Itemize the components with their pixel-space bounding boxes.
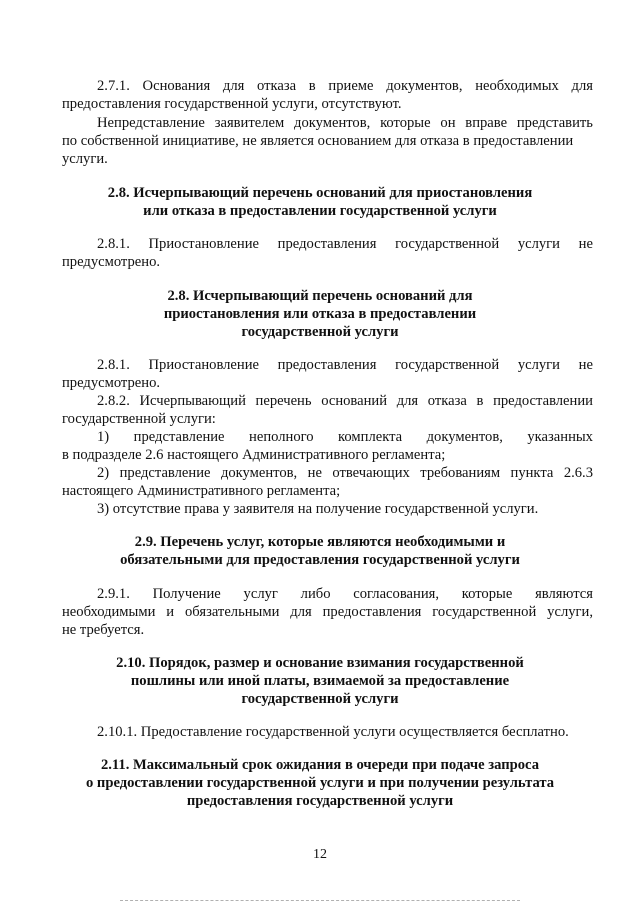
word: Приостановление bbox=[148, 357, 259, 373]
list-item-3: 3) отсутствие права у заявителя на получение государственной услуги. bbox=[97, 501, 539, 517]
heading-28b-line-2: приостановления или отказа в предоставлении bbox=[163, 306, 477, 322]
heading-28b-line-1: 2.8. Исчерпывающий перечень оснований для bbox=[167, 288, 473, 304]
word: для bbox=[571, 78, 593, 94]
word: и bbox=[166, 604, 175, 620]
word: Основания bbox=[142, 78, 211, 94]
heading-28a-line-2: или отказа в предоставлении государственной услуги bbox=[143, 203, 497, 219]
para-271b-line-3: услуги. bbox=[62, 151, 108, 167]
word: в bbox=[308, 78, 316, 94]
scan-edge-divider bbox=[120, 900, 520, 902]
word: Исчерпывающий bbox=[139, 393, 246, 409]
heading-210-line-2: пошлины или иной платы, взимаемой за предоставление bbox=[130, 673, 510, 689]
para-271-line-2: предоставления государственной услуги, отсутствуют. bbox=[62, 96, 402, 112]
para-281b-line-1 bbox=[97, 356, 593, 374]
word: являются bbox=[535, 586, 593, 602]
word: государственной bbox=[395, 357, 500, 373]
word: представление bbox=[133, 429, 225, 445]
word: услуги bbox=[517, 236, 560, 252]
list-item-2-line-2: настоящего Административного регламента; bbox=[62, 483, 341, 499]
para-271b-line-2: по собственной инициативе, не является основанием для отказа в предоставлении bbox=[62, 133, 574, 149]
word: 2.8.1. bbox=[97, 357, 130, 373]
heading-29-line-1: 2.9. Перечень услуг, которые являются необходимыми и bbox=[134, 534, 506, 550]
word: необходимых bbox=[475, 78, 559, 94]
word: он bbox=[440, 115, 456, 131]
word: оснований bbox=[321, 393, 388, 409]
word: 2) bbox=[97, 465, 110, 481]
word: представить bbox=[516, 115, 593, 131]
heading-210-line-3: государственной услуги bbox=[241, 691, 399, 707]
word: заявителем bbox=[214, 115, 285, 131]
word: предоставления bbox=[277, 357, 377, 373]
para-282-line-1 bbox=[97, 392, 593, 410]
word: комплекта bbox=[338, 429, 403, 445]
word: государственной bbox=[395, 236, 500, 252]
word: для bbox=[222, 78, 245, 94]
word: услуги, bbox=[547, 604, 593, 620]
para-271-line-1 bbox=[97, 77, 593, 95]
word: 2.8.1. bbox=[97, 236, 130, 252]
word: согласования, bbox=[353, 586, 439, 602]
word: документов, bbox=[220, 465, 298, 481]
word: для bbox=[396, 393, 419, 409]
word: предоставления bbox=[277, 236, 377, 252]
word: предоставлении bbox=[493, 393, 593, 409]
heading-29-line-2: обязательными для предоставления государственной услуги bbox=[120, 552, 520, 568]
para-282-line-2: государственной услуги: bbox=[62, 411, 216, 427]
word: услуг bbox=[243, 586, 278, 602]
word: которые bbox=[380, 115, 431, 131]
word: 2.8.2. bbox=[97, 393, 130, 409]
para-281a-line-2: предусмотрено. bbox=[62, 254, 161, 270]
word: Получение bbox=[152, 586, 221, 602]
word: Приостановление bbox=[148, 236, 259, 252]
para-291-line-1 bbox=[97, 585, 593, 603]
word: государственной bbox=[432, 604, 537, 620]
word: документов, bbox=[294, 115, 371, 131]
para-281a-line-1 bbox=[97, 235, 593, 253]
heading-28b-line-3: государственной услуги bbox=[241, 324, 399, 340]
word: представление bbox=[119, 465, 211, 481]
heading-211-line-3: предоставления государственной услуги bbox=[186, 793, 454, 809]
word: отвечающих bbox=[332, 465, 410, 481]
heading-210-line-1: 2.10. Порядок, размер и основание взимания государственной bbox=[116, 655, 524, 671]
word: не bbox=[578, 357, 593, 373]
word: либо bbox=[300, 586, 331, 602]
page-number: 12 bbox=[313, 847, 327, 862]
para-2101: 2.10.1. Предоставление государственной услуги осуществляется бесплатно. bbox=[97, 724, 569, 740]
word: указанных bbox=[527, 429, 593, 445]
word: предоставления bbox=[322, 604, 422, 620]
word: перечень bbox=[255, 393, 312, 409]
word: отказа bbox=[257, 78, 297, 94]
word: не bbox=[307, 465, 322, 481]
word: 2.9.1. bbox=[97, 586, 130, 602]
word: не bbox=[578, 236, 593, 252]
word: 2.6.3 bbox=[563, 465, 593, 481]
heading-211-line-1: 2.11. Максимальный срок ожидания в очереди при подаче запроса bbox=[100, 757, 540, 773]
list-item-1-line-1 bbox=[97, 428, 593, 446]
list-item-2-line-1 bbox=[97, 464, 593, 482]
word: в bbox=[476, 393, 484, 409]
word: требованиям bbox=[420, 465, 501, 481]
word: документов, bbox=[386, 78, 463, 94]
list-item-1-line-2: в подразделе 2.6 настоящего Административного регламента; bbox=[62, 447, 446, 463]
heading-211-line-2: о предоставлении государственной услуги и при получении результата bbox=[85, 775, 555, 791]
word: документов, bbox=[426, 429, 503, 445]
word: вправе bbox=[465, 115, 508, 131]
word: приеме bbox=[328, 78, 374, 94]
word: отказа bbox=[427, 393, 467, 409]
word: услуги bbox=[517, 357, 560, 373]
heading-28a-line-1: 2.8. Исчерпывающий перечень оснований для приостановления bbox=[107, 185, 533, 201]
word: обязательными bbox=[185, 604, 280, 620]
word: 2.7.1. bbox=[97, 78, 130, 94]
para-291-line-2 bbox=[62, 603, 593, 621]
para-291-line-3: не требуется. bbox=[62, 622, 145, 638]
para-271b-line-1 bbox=[97, 114, 593, 132]
word: неполного bbox=[249, 429, 314, 445]
word: пункта bbox=[510, 465, 554, 481]
word: Непредставление bbox=[97, 115, 205, 131]
word: необходимыми bbox=[62, 604, 156, 620]
para-281b-line-2: предусмотрено. bbox=[62, 375, 161, 391]
word: 1) bbox=[97, 429, 110, 445]
word: для bbox=[290, 604, 312, 620]
word: которые bbox=[461, 586, 513, 602]
